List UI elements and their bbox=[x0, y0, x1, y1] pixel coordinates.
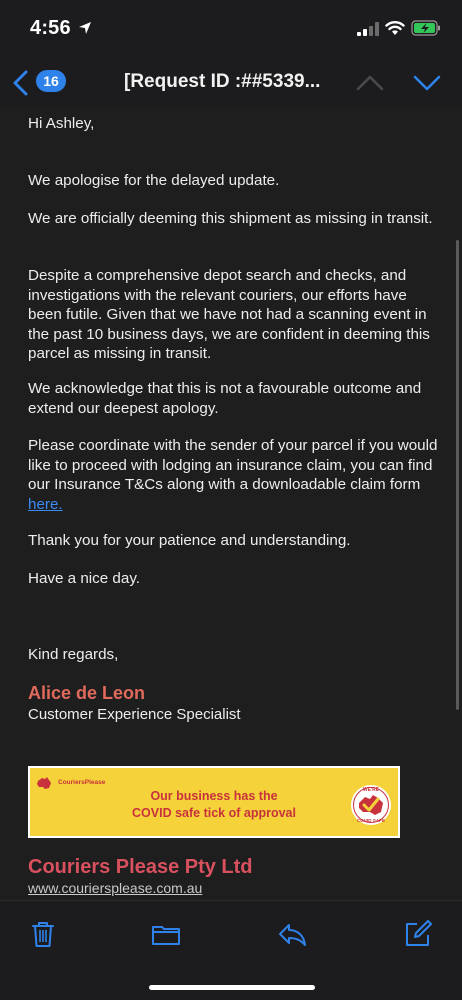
company-website-link[interactable]: www.couriersplease.com.au bbox=[28, 880, 203, 896]
status-time: 4:56 bbox=[30, 17, 71, 39]
folder-icon[interactable] bbox=[151, 919, 181, 949]
email-body bbox=[0, 108, 462, 900]
australia-map-icon bbox=[36, 776, 52, 790]
email-paragraph: Despite a comprehensive depot search and checks, and investigations with the relevant couriers, our efforts have been futile. Given that we have not had a scanning event in the past 10 business days, we are confident in deeming this parcel as missing in transit. bbox=[28, 267, 430, 362]
wifi-icon bbox=[385, 20, 405, 36]
email-paragraph: We are officially deeming this shipment as missing in transit. bbox=[28, 210, 433, 227]
email-subject-title: [Request ID :##5339... bbox=[124, 71, 321, 92]
badge-top-text: WE'RE bbox=[362, 787, 380, 793]
cellular-signal-icon bbox=[357, 22, 379, 36]
unread-count-badge[interactable]: 16 bbox=[36, 70, 66, 92]
claim-form-link[interactable]: here. bbox=[28, 495, 63, 513]
home-indicator[interactable] bbox=[149, 985, 315, 990]
company-name: Couriers Please Pty Ltd bbox=[28, 856, 253, 878]
logo-text: CouriersPlease bbox=[58, 779, 106, 786]
reply-icon[interactable] bbox=[277, 919, 307, 949]
navigation-bar bbox=[0, 58, 462, 109]
email-paragraph-text: Please coordinate with the sender of your parcel if you would like to proceed with lodging an insurance claim, you can find our Insurance T&Cs along with a downloadable claim form bbox=[28, 437, 438, 493]
email-paragraph: Thank you for your patience and understanding. bbox=[28, 532, 351, 549]
email-greeting: Hi Ashley, bbox=[28, 115, 95, 132]
email-paragraph bbox=[28, 436, 440, 514]
chevron-down-icon[interactable] bbox=[412, 70, 442, 96]
trash-icon[interactable] bbox=[28, 919, 58, 949]
email-paragraph: We apologise for the delayed update. bbox=[28, 172, 280, 189]
covid-safe-banner bbox=[28, 766, 400, 838]
badge-bottom-text: COVID SAFE bbox=[356, 818, 386, 823]
scrollbar[interactable] bbox=[456, 240, 459, 710]
status-bar bbox=[0, 0, 462, 58]
email-closing: Kind regards, bbox=[28, 646, 119, 663]
covid-safe-badge-icon bbox=[350, 774, 392, 832]
sender-name: Alice de Leon bbox=[28, 683, 146, 703]
compose-icon[interactable] bbox=[403, 919, 433, 949]
location-arrow-icon bbox=[77, 20, 93, 36]
chevron-left-icon[interactable] bbox=[8, 68, 34, 98]
chevron-up-icon[interactable] bbox=[355, 70, 385, 96]
banner-line-2: COVID safe tick of approval bbox=[132, 806, 296, 820]
email-paragraph: We acknowledge that this is not a favourable outcome and extend our deepest apology. bbox=[28, 380, 422, 417]
sender-role: Customer Experience Specialist bbox=[28, 706, 241, 723]
battery-charging-icon bbox=[411, 19, 441, 37]
email-paragraph: Have a nice day. bbox=[28, 570, 140, 587]
banner-line-1: Our business has the bbox=[150, 789, 278, 803]
